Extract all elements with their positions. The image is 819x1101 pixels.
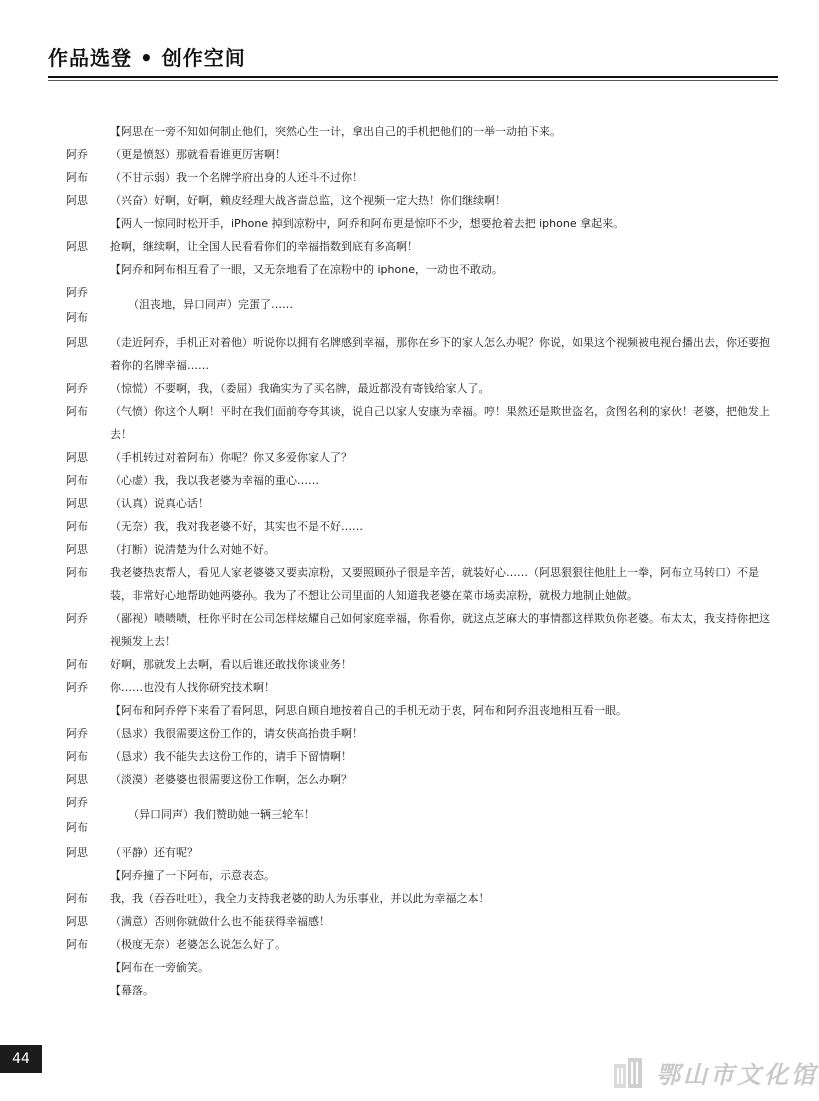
speaker-name: 阿布 [66, 892, 88, 905]
page-number: 44 [0, 1045, 42, 1073]
dialogue-text: 好啊，那就发上去啊，看以后谁还敢找你谈业务！ [110, 658, 352, 671]
dialogue-line [66, 331, 771, 377]
dialogue-text: （心虚）我，我以我老婆为幸福的重心…… [110, 474, 319, 487]
speaker-name: 阿布 [66, 658, 88, 671]
speaker-name: 阿布 [66, 171, 88, 184]
dialogue-text: （恳求）我很需要这份工作的，请女侠高抬贵手啊！ [110, 727, 363, 740]
dialogue-line [66, 722, 771, 745]
dialogue-text: （气愤）你这个人啊！平时在我们面前夸夸其谈，说自己以家人安康为幸福。哼！果然还是欺世盗名，贪图名利的家伙！老婆，把他发上去！ [110, 405, 770, 441]
speaker-name: 阿思 [66, 915, 88, 928]
dialogue-line [66, 469, 771, 492]
speaker-name: 阿布 [66, 821, 88, 834]
dialogue-text: （认真）说真心话！ [110, 497, 209, 510]
logo-text: 鄂山市文化馆 [656, 1060, 818, 1089]
speaker-name: 阿布 [66, 750, 88, 763]
dialogue-text: （极度无奈）老婆怎么说怎么好了。 [110, 938, 286, 951]
dialogue-text: （满意）否则你就做什么也不能获得幸福感！ [110, 915, 330, 928]
dialogue-text: （走近阿乔，手机正对着他）听说你以拥有名牌感到幸福，那你在乡下的家人怎么办呢？你说，如果这个视频被电视台播出去，你还要抱着你的名牌幸福…… [110, 336, 770, 372]
script-body [66, 120, 771, 1002]
speaker-name: 阿思 [66, 543, 88, 556]
dialogue-text: （不甘示弱）我一个名牌学府出身的人还斗不过你！ [110, 171, 363, 184]
dialogue-line [66, 166, 771, 189]
dialogue-line [66, 538, 771, 561]
speaker-name: 阿思 [66, 194, 88, 207]
dialogue-line [66, 143, 771, 166]
dialogue-line [66, 607, 771, 653]
dialogue-line [66, 446, 771, 469]
dialogue-text: （更是愤怒）那就看看谁更厉害啊！ [110, 148, 286, 161]
speaker-name: 阿思 [66, 451, 88, 464]
dialogue-line [66, 768, 771, 791]
dialogue-text: （手机转过对着阿布）你呢？你又多爱你家人了？ [110, 451, 352, 464]
speaker-name: 阿思 [66, 497, 88, 510]
dialogue-line [66, 377, 771, 400]
stage-direction: 【阿布和阿乔停下来看了看阿思，阿思自顾自地按着自己的手机无动于衷，阿布和阿乔沮丧地相互看一眼。 [110, 704, 627, 717]
stage-direction: 【阿思在一旁不知如何制止他们，突然心生一计，拿出自己的手机把他们的一举一动拍下来。 [110, 125, 561, 138]
joint-dialogue [66, 791, 771, 841]
dialogue-line [66, 561, 771, 607]
dialogue-line [66, 653, 771, 676]
header-rule-thick [48, 76, 778, 78]
speaker-name: 阿布 [66, 474, 88, 487]
speaker-name: 阿思 [66, 773, 88, 786]
speaker-name: 阿思 [66, 240, 88, 253]
dialogue-text: （恳求）我不能失去这份工作的，请手下留情啊！ [110, 750, 352, 763]
building-icon [612, 1056, 646, 1090]
dialogue-text: 你……也没有人找你研究技术啊！ [110, 681, 275, 694]
dialogue-text: （无奈）我，我对我老婆不好，其实也不是不好…… [110, 520, 363, 533]
speaker-name: 阿布 [66, 405, 88, 418]
stage-direction: 【幕落。 [110, 984, 154, 997]
speaker-name: 阿布 [66, 938, 88, 951]
speaker-name: 阿布 [66, 520, 88, 533]
dialogue-line [66, 492, 771, 515]
dialogue-line [66, 400, 771, 446]
speaker-name: 阿思 [66, 846, 88, 859]
speaker-name: 阿乔 [66, 727, 88, 740]
dialogue-text: （淡漠）老婆婆也很需要这份工作啊，怎么办啊？ [110, 773, 352, 786]
speaker-name: 阿布 [66, 311, 88, 324]
speaker-name: 阿乔 [66, 681, 88, 694]
speaker-name: 阿乔 [66, 148, 88, 161]
dialogue-text: （惊慌）不要啊，我，（委屈）我确实为了买名牌，最近都没有寄钱给家人了。 [110, 382, 490, 395]
stage-direction: 【阿布在一旁偷笑。 [110, 961, 209, 974]
speaker-name: 阿乔 [66, 796, 88, 809]
header-rule-thin [48, 80, 778, 81]
dialogue-text: （异口同声）我们赞助她一辆三轮车！ [128, 808, 315, 821]
dialogue-line [66, 515, 771, 538]
dialogue-text: （平静）还有呢？ [110, 846, 198, 859]
dialogue-line [66, 841, 771, 864]
dialogue-line [66, 933, 771, 956]
dialogue-line [66, 910, 771, 933]
speaker-name: 阿乔 [66, 286, 88, 299]
dialogue-text: （鄙视）啧啧啧，枉你平时在公司怎样炫耀自己如何家庭幸福，你看你，就这点芝麻大的事情都这样欺负你老婆。布太太，我支持你把这视频发上去！ [110, 612, 770, 648]
stage-direction: 【阿乔撞了一下阿布，示意表态。 [110, 869, 275, 882]
speaker-name: 阿思 [66, 336, 88, 349]
publisher-logo [612, 1055, 818, 1090]
speaker-name: 阿布 [66, 566, 88, 579]
dialogue-text: 抢啊，继续啊，让全国人民看看你们的幸福指数到底有多高啊！ [110, 240, 418, 253]
speaker-name: 阿乔 [66, 382, 88, 395]
dialogue-text: （兴奋）好啊，好啊，赖皮经理大战吝啬总监，这个视频一定大热！你们继续啊！ [110, 194, 506, 207]
dialogue-text: 我老婆热衷帮人，看见人家老婆婆又要卖凉粉，又要照顾孙子很是辛苦，就装好心……（阿思狠狠往他肚上一拳，阿布立马转口）不是装，非常好心地帮助她两婆孙。我为了不想让公司里面的人知道我老婆在菜市场卖凉粉，就极力地制止她做。 [110, 566, 759, 602]
stage-direction: 【两人一惊同时松开手，iPhone 掉到凉粉中，阿乔和阿布更是惊吓不少，想要抢着去把 iphone 拿起来。 [110, 217, 625, 230]
dialogue-line [66, 676, 771, 699]
speaker-name: 阿乔 [66, 612, 88, 625]
dialogue-line [66, 745, 771, 768]
dialogue-line [66, 189, 771, 212]
dialogue-line [66, 887, 771, 910]
dialogue-text: （打断）说清楚为什么对她不好。 [110, 543, 275, 556]
joint-dialogue [66, 281, 771, 331]
section-title: 作品选登 • 创作空间 [48, 46, 246, 70]
dialogue-text: （沮丧地，异口同声）完蛋了…… [128, 298, 293, 311]
dialogue-line [66, 235, 771, 258]
stage-direction: 【阿乔和阿布相互看了一眼，又无奈地看了在凉粉中的 iphone，一动也不敢动。 [110, 263, 503, 276]
dialogue-text: 我，我（吞吞吐吐），我全力支持我老婆的助人为乐事业，并以此为幸福之本！ [110, 892, 490, 905]
